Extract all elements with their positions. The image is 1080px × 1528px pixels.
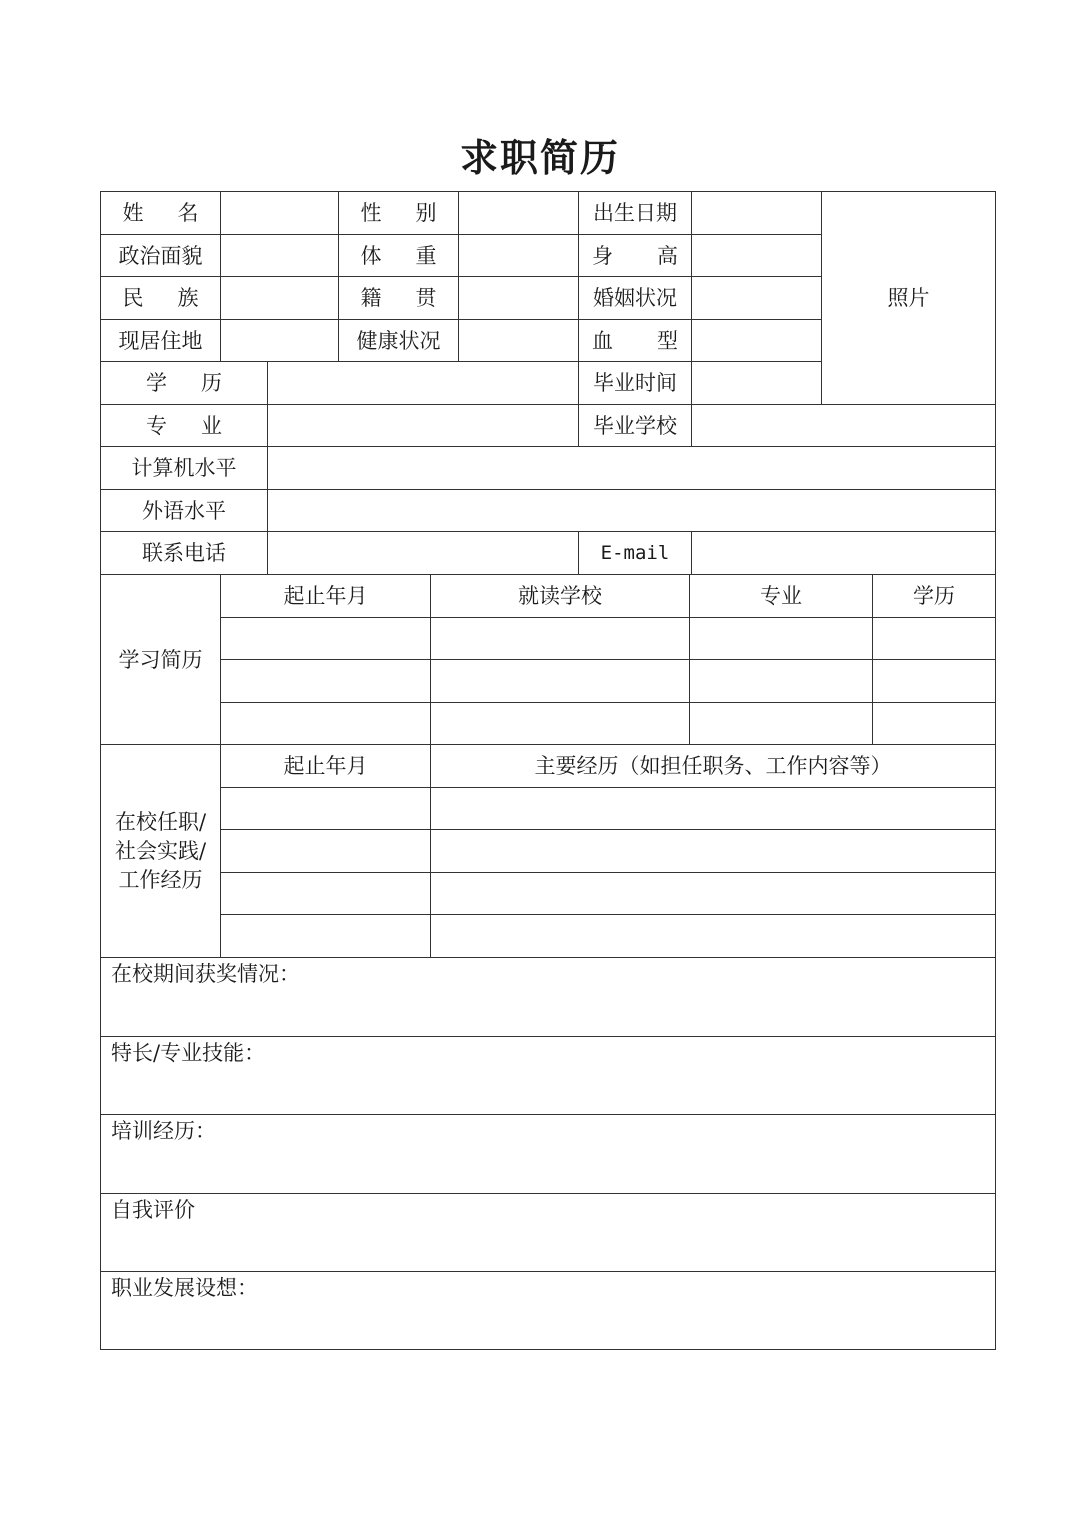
input-grad-time[interactable] — [692, 362, 822, 405]
label-grad-time: 毕业时间 — [579, 362, 692, 405]
label-major-char-2: 业 — [201, 413, 222, 438]
study-row-2-degree[interactable] — [873, 660, 995, 703]
self-evaluation-section[interactable] — [101, 1194, 995, 1272]
work-label-line-3: 工作经历 — [118, 867, 203, 892]
input-blood[interactable] — [692, 320, 822, 362]
input-computer[interactable] — [268, 447, 995, 490]
study-row-1-period[interactable] — [221, 618, 431, 660]
label-ethnicity-char-2: 族 — [177, 286, 199, 310]
label-major — [101, 405, 268, 447]
label-phone: 联系电话 — [101, 532, 268, 575]
study-row-3-school[interactable] — [431, 703, 690, 745]
study-row-2-major[interactable] — [690, 660, 873, 703]
label-native-char-1: 籍 — [360, 286, 382, 310]
photo-box[interactable] — [822, 192, 995, 405]
label-health: 健康状况 — [339, 320, 459, 362]
work-row-1-experience[interactable] — [431, 788, 995, 830]
work-row-3-experience[interactable] — [431, 873, 995, 915]
work-row-4-experience[interactable] — [431, 915, 995, 958]
label-name-char-1: 姓 — [122, 201, 144, 225]
label-email: E-mail — [579, 532, 692, 575]
resume-form — [100, 191, 996, 1350]
work-row-2-period[interactable] — [221, 830, 431, 873]
label-gender-char-2: 别 — [415, 201, 437, 225]
work-label-line-2: 社会实践/ — [114, 838, 207, 863]
input-residence[interactable] — [221, 320, 339, 362]
study-header-period: 起止年月 — [221, 575, 431, 618]
work-row-2-experience[interactable] — [431, 830, 995, 873]
input-gender[interactable] — [459, 192, 579, 235]
input-marital[interactable] — [692, 277, 822, 320]
label-height — [579, 235, 692, 277]
skills-label: 特长/专业技能： — [111, 1041, 266, 1065]
label-grad-school: 毕业学校 — [579, 405, 692, 447]
label-ethnicity — [101, 277, 221, 320]
input-native-place[interactable] — [459, 277, 579, 320]
label-gender-char-1: 性 — [360, 201, 382, 225]
label-name-char-2: 名 — [177, 201, 199, 225]
label-work-history — [101, 745, 221, 958]
label-computer: 计算机水平 — [101, 447, 268, 490]
input-major[interactable] — [268, 405, 579, 447]
awards-label: 在校期间获奖情况： — [111, 962, 300, 986]
study-header-major: 专业 — [690, 575, 873, 618]
career-plan-section[interactable] — [101, 1272, 995, 1349]
page-title: 求职简历 — [459, 136, 620, 180]
input-phone[interactable] — [268, 532, 579, 575]
label-gender — [339, 192, 459, 235]
skills-section[interactable] — [101, 1037, 995, 1115]
work-label-line-1: 在校任职/ — [114, 809, 207, 834]
label-height-char-2: 高 — [657, 243, 678, 268]
work-header-period: 起止年月 — [221, 745, 431, 788]
study-row-2-period[interactable] — [221, 660, 431, 703]
work-row-4-period[interactable] — [221, 915, 431, 958]
label-language: 外语水平 — [101, 490, 268, 532]
label-politics: 政治面貌 — [101, 235, 221, 277]
input-degree[interactable] — [268, 362, 579, 405]
work-header-experience: 主要经历（如担任职务、工作内容等） — [431, 745, 995, 788]
label-weight-char-2: 重 — [415, 243, 437, 268]
study-header-school: 就读学校 — [431, 575, 690, 618]
input-name[interactable] — [221, 192, 339, 235]
label-birth: 出生日期 — [579, 192, 692, 235]
photo-label: 照片 — [887, 286, 930, 310]
label-native-char-2: 贯 — [415, 286, 437, 310]
study-row-1-degree[interactable] — [873, 618, 995, 660]
label-residence: 现居住地 — [101, 320, 221, 362]
input-birth[interactable] — [692, 192, 822, 235]
study-row-2-school[interactable] — [431, 660, 690, 703]
study-row-1-major[interactable] — [690, 618, 873, 660]
label-marital: 婚姻状况 — [579, 277, 692, 320]
self-evaluation-label: 自我评价 — [111, 1198, 195, 1222]
study-row-3-major[interactable] — [690, 703, 873, 745]
label-ethnicity-char-1: 民 — [122, 286, 144, 310]
input-weight[interactable] — [459, 235, 579, 277]
label-study-history: 学习简历 — [101, 575, 221, 745]
input-ethnicity[interactable] — [221, 277, 339, 320]
label-degree-char-2: 历 — [201, 371, 222, 395]
study-header-degree: 学历 — [873, 575, 995, 618]
label-blood-char-2: 型 — [657, 328, 678, 353]
label-blood — [579, 320, 692, 362]
label-weight — [339, 235, 459, 277]
label-native-place — [339, 277, 459, 320]
label-height-char-1: 身 — [592, 243, 613, 268]
input-health[interactable] — [459, 320, 579, 362]
input-email[interactable] — [692, 532, 995, 575]
awards-section[interactable] — [101, 958, 995, 1037]
input-language[interactable] — [268, 490, 995, 532]
label-degree-char-1: 学 — [146, 371, 167, 395]
label-blood-char-1: 血 — [592, 328, 613, 353]
label-major-char-1: 专 — [146, 413, 167, 438]
input-grad-school[interactable] — [692, 405, 995, 447]
label-weight-char-1: 体 — [360, 243, 382, 268]
work-row-1-period[interactable] — [221, 788, 431, 830]
input-height[interactable] — [692, 235, 822, 277]
label-name — [101, 192, 221, 235]
training-section[interactable] — [101, 1115, 995, 1194]
study-row-1-school[interactable] — [431, 618, 690, 660]
work-row-3-period[interactable] — [221, 873, 431, 915]
label-degree — [101, 362, 268, 405]
training-label: 培训经历： — [111, 1119, 216, 1143]
input-politics[interactable] — [221, 235, 339, 277]
study-row-3-degree[interactable] — [873, 703, 995, 745]
career-plan-label: 职业发展设想： — [111, 1276, 258, 1300]
study-row-3-period[interactable] — [221, 703, 431, 745]
